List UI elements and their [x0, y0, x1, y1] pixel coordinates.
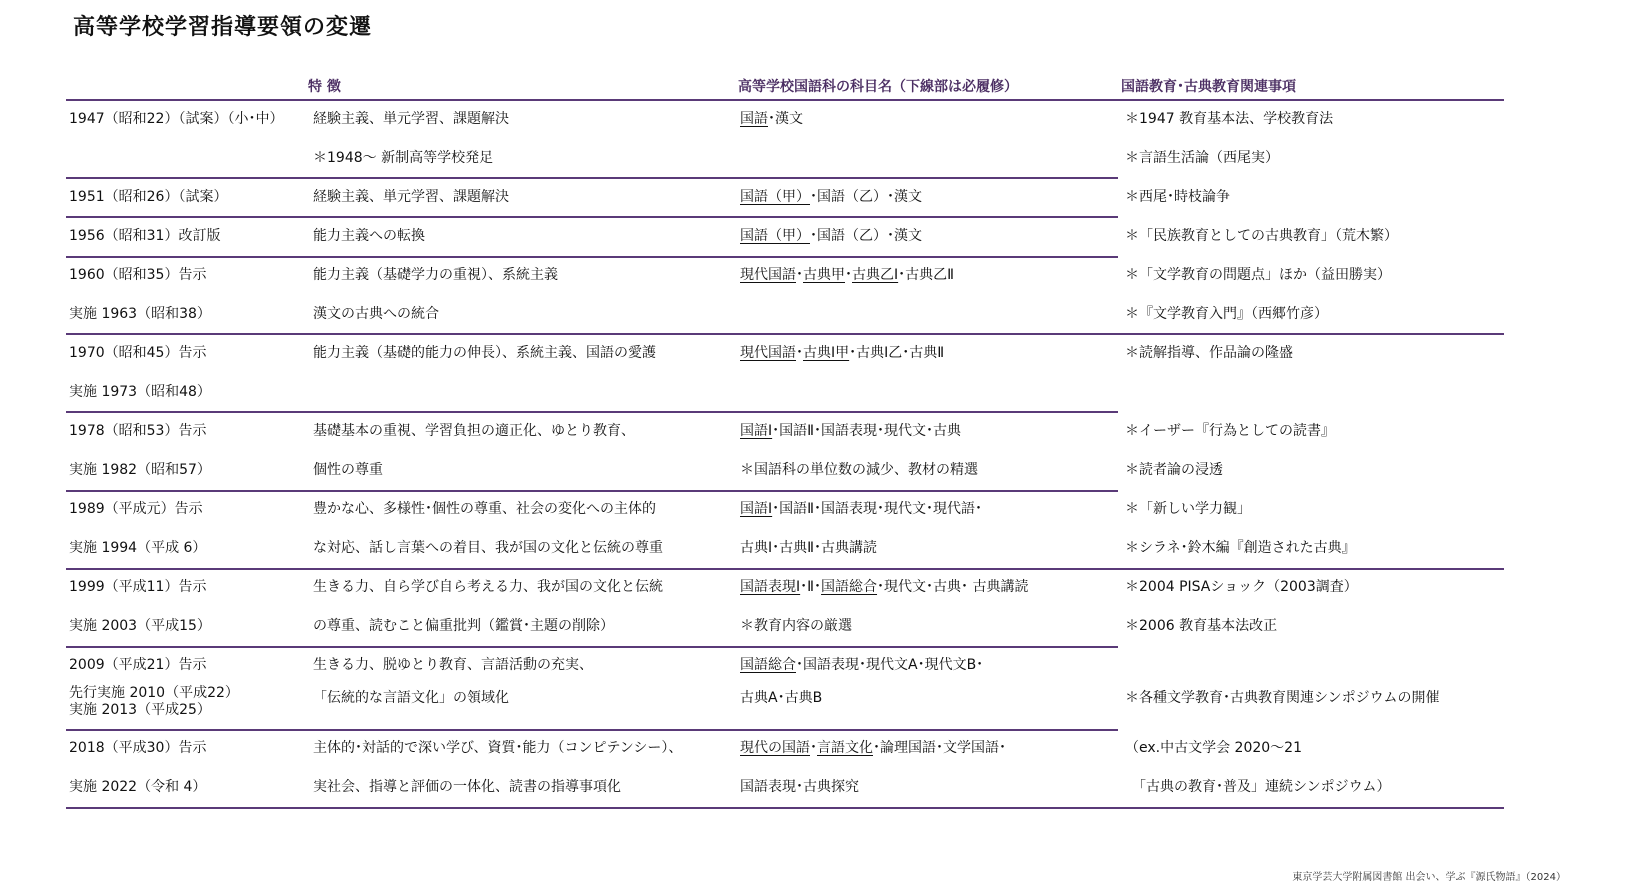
features-text: 能力主義への転換: [313, 228, 425, 244]
required-subject: 現代国語: [740, 345, 796, 361]
subject-text: ･国語表現･現代文A･現代文B･: [796, 657, 984, 673]
era-label: 1978（昭和53）告示: [69, 423, 207, 439]
era-label: 2009（平成21）告示: [69, 657, 207, 673]
subjects-text: [740, 188, 922, 206]
features-text: 能力主義（基礎的能力の伸長）、系統主義、国語の愛護: [313, 345, 656, 361]
related-text: ＊各種文学教育･古典教育関連シンポジウムの開催: [1125, 690, 1440, 706]
row-divider: [66, 216, 1118, 218]
features-text: 主体的･対話的で深い学び、資質･能力（コンピテンシー）、: [313, 740, 683, 756]
required-subject: 現代国語: [740, 267, 796, 283]
subject-text: ＊国語科の単位数の減少、教材の精選: [740, 462, 978, 478]
subject-text: ･国語（乙）･漢文: [810, 228, 922, 244]
subject-text: ＊教育内容の厳選: [740, 618, 852, 634]
era-label: 先行実施 2010（平成22） 実施 2013（平成25）: [69, 685, 239, 718]
header-subjects: 高等学校国語科の科目名（下線部は必履修）: [738, 79, 1018, 95]
row-divider: [66, 411, 1118, 413]
related-text: ＊シラネ･鈴木編『創造された古典』: [1125, 540, 1356, 556]
features-text: 経験主義、単元学習、課題解決: [313, 111, 509, 127]
required-subject: 国語（甲）: [740, 189, 810, 205]
row-divider: [66, 333, 1504, 335]
related-text: ＊西尾･時枝論争: [1125, 189, 1230, 205]
subjects-text: [740, 689, 822, 707]
row-divider: [66, 177, 1118, 179]
features-text: の尊重、読むこと偏重批判（鑑賞･主題の削除）: [313, 618, 614, 634]
subject-text: ･古典Ⅰ乙･古典Ⅱ: [849, 345, 945, 361]
related-text: ＊読解指導、作品論の隆盛: [1125, 345, 1293, 361]
subject-text: ･Ⅱ･: [800, 579, 822, 595]
features-text: 能力主義（基礎学力の重視）、系統主義: [313, 267, 558, 283]
features-text: 実社会、指導と評価の一体化、読書の指導事項化: [313, 779, 621, 795]
header-rule: [66, 99, 1504, 101]
subjects-text: [740, 539, 877, 557]
subjects-text: [740, 422, 961, 440]
related-text: ＊2004 PISAショック（2003調査）: [1125, 579, 1358, 595]
subject-text: 国語表現･古典探究: [740, 779, 859, 795]
row-divider: [66, 646, 1118, 648]
features-text: 「伝統的な言語文化」の領域化: [313, 690, 509, 706]
features-text: 経験主義、単元学習、課題解決: [313, 189, 509, 205]
subject-text: 古典A･古典B: [740, 690, 823, 706]
required-subject: 古典甲: [803, 267, 845, 283]
era-label: 1956（昭和31）改訂版: [69, 228, 221, 244]
related-text: ＊「新しい学力観」: [1125, 501, 1251, 517]
required-subject: 言語文化: [817, 740, 873, 756]
subject-text: ･漢文: [768, 111, 803, 127]
row-divider: [66, 568, 1504, 570]
era-label: 1960（昭和35）告示: [69, 267, 207, 283]
subject-text: ･国語Ⅱ･国語表現･現代文･古典: [772, 423, 962, 439]
related-text: ＊読者論の浸透: [1125, 462, 1223, 478]
row-divider: [66, 729, 1118, 731]
related-text: ＊「文学教育の問題点」ほか（益田勝実）: [1125, 267, 1391, 283]
subjects-text: [740, 344, 944, 362]
subject-text: ･論理国語･文学国語･: [873, 740, 1006, 756]
subjects-text: [740, 266, 954, 284]
required-subject: 国語総合: [740, 657, 796, 673]
subject-text: ･: [845, 267, 852, 283]
required-subject: 国語Ⅰ: [740, 423, 773, 439]
era-label: 1951（昭和26）（試案）: [69, 189, 228, 205]
subject-text: 古典Ⅰ･古典Ⅱ･古典講読: [740, 540, 878, 556]
subject-text: ･古典乙Ⅱ: [898, 267, 955, 283]
era-label: 実施 2022（令和 4）: [69, 779, 207, 795]
row-divider: [66, 256, 1118, 258]
features-text: 生きる力、脱ゆとり教育、言語活動の充実、: [313, 657, 593, 673]
related-text: ＊『文学教育入門』（西郷竹彦）: [1125, 306, 1328, 322]
subjects-text: [740, 739, 1006, 757]
required-subject: 国語: [740, 111, 768, 127]
era-label: 1970（昭和45）告示: [69, 345, 207, 361]
era-label: 実施 1994（平成 6）: [69, 540, 207, 556]
required-subject: 国語総合: [821, 579, 878, 595]
page-title: 高等学校学習指導要領の変遷: [73, 15, 373, 40]
required-subject: 古典乙Ⅰ: [852, 267, 899, 283]
required-subject: 国語（甲）: [740, 228, 810, 244]
era-label: 実施 1973（昭和48）: [69, 384, 211, 400]
subjects-text: [740, 500, 982, 518]
subject-text: ･国語（乙）･漢文: [810, 189, 922, 205]
features-text: 漢文の古典への統合: [313, 306, 439, 322]
era-label: 実施 2003（平成15）: [69, 618, 211, 634]
related-text: ＊2006 教育基本法改正: [1125, 618, 1278, 634]
related-text: ＊イーザー『行為としての読書』: [1125, 423, 1335, 439]
required-subject: 国語Ⅰ: [740, 501, 773, 517]
related-text: 「古典の教育･普及」連続シンポジウム）: [1125, 779, 1391, 795]
subjects-text: [740, 578, 1028, 596]
features-text: 豊かな心、多様性･個性の尊重、社会の変化への主体的: [313, 501, 656, 517]
required-subject: 国語表現Ⅰ: [740, 579, 801, 595]
era-label: 1989（平成元）告示: [69, 501, 203, 517]
related-text: ＊「民族教育としての古典教育」（荒木繁）: [1125, 228, 1398, 244]
era-label: 2018（平成30）告示: [69, 740, 207, 756]
related-text: ＊言語生活論（西尾実）: [1125, 150, 1279, 166]
features-text: 基礎基本の重視、学習負担の適正化、ゆとり教育、: [313, 423, 635, 439]
subject-text: ･国語Ⅱ･国語表現･現代文･現代語･: [772, 501, 983, 517]
required-subject: 古典Ⅰ甲: [803, 345, 850, 361]
features-text: 個性の尊重: [313, 462, 383, 478]
subjects-text: [740, 227, 922, 245]
features-text: 生きる力、自ら学び自ら考える力、我が国の文化と伝統: [313, 579, 663, 595]
era-label: 実施 1963（昭和38）: [69, 306, 211, 322]
row-divider: [66, 807, 1504, 809]
related-text: （ex.中古文学会 2020～21: [1125, 740, 1302, 756]
header-related: 国語教育･古典教育関連事項: [1121, 79, 1296, 95]
related-text: ＊1947 教育基本法、学校教育法: [1125, 111, 1334, 127]
features-text: ＊1948～ 新制高等学校発足: [313, 150, 494, 166]
subject-text: ･: [810, 740, 817, 756]
subjects-text: [740, 110, 803, 128]
subject-text: ･: [796, 345, 803, 361]
era-label: 1947（昭和22）（試案）（小･中）: [69, 111, 284, 127]
features-text: な対応、話し言葉への着目、我が国の文化と伝統の尊重: [313, 540, 663, 556]
subjects-text: [740, 461, 978, 479]
row-divider: [66, 490, 1118, 492]
header-features: 特 徴: [308, 79, 341, 95]
subjects-text: [740, 656, 983, 674]
subject-text: ･: [796, 267, 803, 283]
subjects-text: [740, 778, 859, 796]
era-label: 実施 1982（昭和57）: [69, 462, 211, 478]
era-label: 1999（平成11）告示: [69, 579, 207, 595]
subject-text: ･現代文･古典･ 古典講読: [877, 579, 1029, 595]
required-subject: 現代の国語: [740, 740, 810, 756]
footer-credit: 東京学芸大学附属図書館 出会い、学ぶ『源氏物語』（2024）: [1292, 872, 1566, 883]
subjects-text: [740, 617, 852, 635]
